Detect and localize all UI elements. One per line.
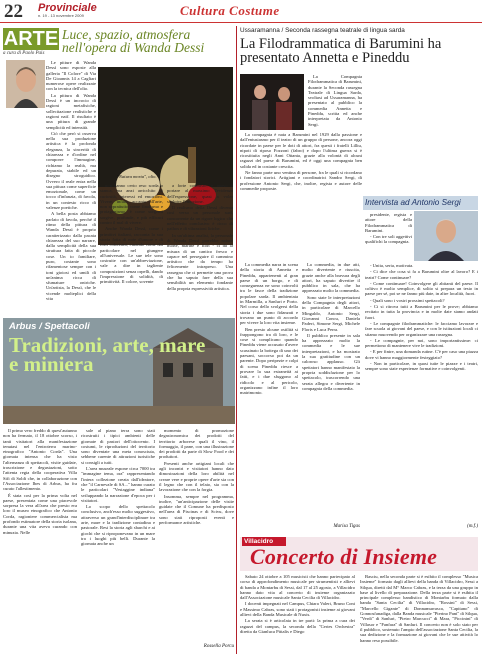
author-photo xyxy=(6,60,45,108)
villacidro-paragraph: La serata si è articolata in tre parti: la prima a cura dei ragazzi del campus, la seconda della "Ceries Orchestra" diretta da Gianluca Pittalis e Diego xyxy=(240,618,355,634)
arbus-paragraph: sale al piano terra sono stati ricostruiti i tipici ambienti delle giornate di pastori dell'ottocento. I costumi, le riproduzioni del territorio sono diventate una meta conosciuta, sebbene carente di attrazioni turistiche si consigli a tutti. xyxy=(81,428,155,465)
villacidro-headline: Concerto di Insieme xyxy=(250,544,438,569)
interview-body xyxy=(365,263,478,523)
arbus-headline: Tradizioni, arte, mare e miniera xyxy=(9,333,206,376)
arbus-column-2 xyxy=(81,428,155,652)
filodrammatica-column-2 xyxy=(240,262,298,530)
filodrammatica-paragraph: Ben presto alcune ostilità si frappongono tra di loro, e le cose si complicano quando Pineddu viene accusato d'avere scassinato la bottega di uno dei paesani, soccorso poi da un parente. Dopo peripezie e colpi di scena Pineddu riesce a provare la sua estraneità ai fatti, e i due sfuggono al ridicolo e al pericolo, organizzano infine il loro matrimonio. xyxy=(240,326,298,396)
interview-paragraph: - Ci dice che cosa si fa a Barumini oltre al lavoro? E i teatri? Come continuare? xyxy=(365,269,478,280)
filodrammatica-column-1b xyxy=(240,132,362,260)
portrait-image xyxy=(414,211,478,261)
arbus-section: Arbus / Spettacoli xyxy=(9,321,90,332)
arte-column-2 xyxy=(100,183,163,313)
filodrammatica-paragraph: La Compagnia Filodrammatica di Barumini, durante la Seconda rassegna Teatrale di Lingua Sarda, svoltasi ad Ussaramanna, ha presentato al pubblico la commedia Annetta e Pineddu, scritta ed anche interpretata da Antonio Sergi. xyxy=(308,74,362,127)
arte-paragraph: Ciò che però si osserva nella sua produzione artistica è la profonda eleganza, la sincerità di chiarezza e d'ordine nel comporre l'immagine, richiamo la realtà, ma depurata, stabile ed un disegno stroguidico. Ovvero il reale entra nella sua pittura come superficie emozionale, come un tocco d'infanzia, di favola, in un contesto ricco di valenze poetiche. xyxy=(46,130,96,211)
page-number: 22 xyxy=(4,1,23,22)
portrait-illustration xyxy=(6,60,45,108)
arbus-paragraph: Presenti anche artigiani locali che agli incontri e visitatori hanno dato dimostrazioni della loro abilità nel creare vere e proprie opere d'arte sia con il legno che con il telaio, sia con la lavorazione che con la forgia. xyxy=(159,460,234,493)
filodrammatica-paragraph: Il pubblico presente in sala ha apprezzato molto la commedia e le sue interpretazioni, e ha mostrato la sua gratitudine con un caloroso applauso. Gli spettatori hanno manifestato la propria soddisfazione per lo spettacolo, trascorrendo una serata allegra e divertente in compagnia della commedia. xyxy=(302,332,360,391)
arte-paragraph: In un'ultima analisi, la personale di Wanda Dessì parrebbe nature morte, marine e fiori - ci dà la misura di un cantico fresco e capace nel perseguire il cammino artistico che da tempo ha felicemente intrapreso. Una rassegna che ci permette una prova che ha saputo fare della sua sensibilità un elemento fondante della propria espressività artistica. xyxy=(167,232,233,291)
arbus-signature: Rossella Porcu xyxy=(203,644,234,649)
villacidro-column-2 xyxy=(360,574,478,654)
filodrammatica-paragraph: La commedia narra in scena della storia di Annetta e Pineddu, appartenenti al gran paese di un borgo, e di conseguenza ne sono coinvolti tra le fasce della tradizione popolare sarda. Il ambientata in Marmilla, a Sanluri e Porto. Nel corso dello svolgersi della storia i due sono fidanzati e trovano un punto di accordo per vivere la loro vita insieme. xyxy=(240,262,298,326)
interview-paragraph: presidente, regista e attore della Filodrammatica di Barumini. xyxy=(365,212,412,233)
arte-column-1 xyxy=(46,60,96,310)
arbus-column-1 xyxy=(3,428,77,652)
interview-paragraph: - Non in particolare, in quasi tutte le piazze e i teatri, sempre sono state esperienze formative e coinvolgenti. xyxy=(365,361,478,372)
villacidro-kicker: Villacidro xyxy=(242,537,286,546)
arbus-paragraph: L'area museale espone circa 7000 tra "immagine tema, ora" rappresentando l'intera collezione creata dall'ideatore, che "il Carnevale di SA..." hanno curato le particolari "Vestaggine indiana" sviluppando la narrazione d'epoca per i visitatori. xyxy=(81,466,155,503)
interview-paragraph: - Le compagnie filodrammatiche: le facciamo lavorare e fare scuola ai giovani del paese, e con le istituzioni locali ci stiamo muovendo per organizzare una rassegna. xyxy=(365,320,478,337)
arbus-paragraph: Insomma, sempre nel programma, inoltre, "un'anticipazione delle visite guidate che il Comune ha predisposto nell'area di Piscinas e di Scivu, dove sono stati riproposti eventi e performance artistiche. xyxy=(159,493,234,526)
interview-paragraph: - Come continuare! Coinvolgere gli abitanti del paese. Il coltivo è molto semplice, di solito si prepara un testo in paese per sé, poi se ne fanno più date, in altre località, fuori. xyxy=(365,280,478,297)
villacidro-column-1 xyxy=(240,574,355,654)
painting-caption: "Natura morta", olio. xyxy=(117,174,157,179)
arbus-paragraph: È stata così per la prima volta nel paese, presentata come una piacevole sorpresa la vera all'area che presto era loro il museo etnografico che Antonio Corda, ragioniere commercialista ma profondo estimatore della storia isolana, durante una vita aveva curando con minuzia. Nelle xyxy=(3,492,77,535)
filodrammatica-paragraph: La compagnia è nata a Barumini nel 1929 dalla passione e dall'entusiasmo per il teatro di un gruppo di persone, ancora oggi ricordate in paese per le doti di attori, fra questi i fratelli Lilliu, nipoti di riposo Fozzoni (fabro) e dopo l'ultima guerra si è ricostituita negli Anni Ottanta, grazie alla volontà di alcuni ragazzi del paese di Barumini, ed è oggi una compagnia ben solida ed in costante crescita. xyxy=(240,132,362,169)
interview-intro xyxy=(365,212,412,262)
actors-photo xyxy=(240,74,304,130)
filodrammatica-column-3 xyxy=(302,262,360,522)
column-divider xyxy=(236,26,237,654)
interview-paragraph: - E per finire, una domanda rutine. C'è per caso una piazza dove vi hanno maggiormente festeggiato? xyxy=(365,349,478,360)
filodrammatica-paragraph: Sono state le interpretazioni della Compagnia degli attori, in particolare di Marcello Mingaldo, Antonio Sergi, Giovanni Concu, Daniela Paderi, Simone Sergi, Michele Floris e Luca Perra. xyxy=(302,294,360,332)
arte-paragraph: non hanno certo reso sorda o stanca, ma anzi arricchito di curiosità, interessi ed emozioni. Vivere, infatti, accanto all'arte, non soprattutto come finalismo e protagonismo, è come sorgenti sorgive, profonde, e più efficaci contro il mal di vivere. xyxy=(100,183,163,226)
section-title: Cultura Costume xyxy=(180,3,280,18)
theatre-photo xyxy=(240,74,304,130)
arte-paragraph: Il realismo della Dessì diventa così verso un personale surf, concorrente da un rigore logico che nell'effetto conclusivo è ricco di pathos e di vibrazioni liriche. xyxy=(167,205,233,232)
interview-signature: (m.f.) xyxy=(467,524,478,529)
arte-badge xyxy=(3,28,59,50)
interview-paragraph: - Quali sono i vostri prossimi spettacoli? xyxy=(370,297,445,303)
arte-paragraph: Anche Wanda Dessì, come i primitivi italiani, racconta la sua storia fatta di note d'umore e di forti colorismi, curando come dal particolare nel giungere all'universale. Le sue tele sono costruite con un'abbreviazione, vale a dire in tagliente composizioni senza orpelli, dando l'impressione di solidità, di primitività. Il colore, sovente xyxy=(100,226,163,285)
logo-text: Provinciale xyxy=(38,2,97,14)
arte-paragraph: a forte contrasto, è inteso a portare al massimo l'evidenza dell'espressione, quasi a voler scolpire l'emozione. xyxy=(167,183,233,204)
filodrammatica-kicker: Ussaramanna / Seconda rassegna teatrale di lingua sarda xyxy=(240,27,405,34)
interview-paragraph: - Le compagnie, per noi, sono importantissime: ci permettono di mantenere vive le tradizioni. xyxy=(365,337,478,349)
arte-headline: Luce, spazio, atmosfera nell'opera di Wanda Dessi xyxy=(62,27,205,55)
filodrammatica-paragraph: La commedia, in due atti, molto divertente e riuscita, grazie anche alla bravura degli attori, ha saputo divertire il pubblico in sala, che ha apprezzato molto la commedia. xyxy=(302,262,360,294)
interview-title: Intervista ad Antonio Sergi xyxy=(365,198,461,207)
arbus-paragraph: Il primo vero freddo di quest'autunno non ha fermato, il 18 ottobre scorso, i tanti visitatori alla manifestazione tenutasi nel l'entroterra marino-etnografico "Antonio Corda". Una giornata intensa che ha visto l'alternanza di spettacoli, visite guidate, trascrizione e degustazioni, sotto l'attenta regia della cooperativa Villa Sifi di Soldi che, in collaborazione con l'Associazione Ibes di Arbus, ha fra curato l'allestimento. xyxy=(3,428,77,492)
arbus-paragraph: momento di promozione degastronomica dei prodotti del territorio arborese quali il vino, il formaggio, il pane, con una illustrazione dei prodotti da parte di Slow Food e dei produttori. xyxy=(159,428,234,460)
filodrammatica-column-1a xyxy=(308,74,362,130)
interview-paragraph: - Unita, seria, motivata. xyxy=(370,263,414,268)
sergi-photo xyxy=(414,211,478,261)
arte-paragraph: Le pitture di Wanda Dessì sono esposte alla galleria "Il Colore" di Via De Gioannis 14 a Cagliari numerose opere realizzate con la tecnica dell'olio. xyxy=(46,60,96,92)
arte-byline: a cura di Paolo Pais xyxy=(3,51,45,56)
newspaper-logo xyxy=(38,2,97,20)
interview-paragraph: - Ci si ritrova tutti a Barumini per le prove; abbiamo recitato in tutta la provincia e in molte date siamo andati fuori. xyxy=(365,304,478,320)
arbus-column-3 xyxy=(159,428,234,640)
arte-column-3 xyxy=(167,183,233,313)
arte-label: ARTE xyxy=(3,28,59,50)
arte-paragraph: La pittura di Wanda Dessì è un incrocio di ragioni metafisiche, sollecitazione realistiche e ragioni naif. Il risultato è una pittura di grande semplicità ed intensità. xyxy=(46,92,96,130)
arte-paragraph: A bella posta abbiamo parlato di favola, perché il ritmo della pittura di Wanda Dessì è proprio caratterizzato dalla pacata chiarezza del suo narrare, dalla semplicità della sua struttura fatta di piccole cose. Un io familiare, puro, costante sono rifamentose sempre con i toni gioiosi ed umili di un'anima ricca di sfumature oniriche. Un'artista, la Dessì, che le vicende molteplici della vita xyxy=(46,211,96,302)
arbus-paragraph: Lo scopo dello spettacolo conclusivo, anch'esso molto suggestivo, attraverso un grand'interdisciplinare tra arte, mare e la tradizione contadina e pastorale. Resi la storia agli sbarchi e ai giochi che si riproponevano in un mare tra i luoghi più belli. Durante la giornata anche un xyxy=(81,504,155,547)
issue-date: n. 19 - 13 novembre 2009 xyxy=(38,13,84,18)
filodrammatica-signature: Marisa Tigas xyxy=(333,524,360,529)
filodrammatica-headline: La Filodrammatica di Barumini ha presentato Annetta e Pineddu xyxy=(240,36,442,66)
villacidro-paragraph: Basciu, nella seconda parte si è esibito il complesso "Musica Insieme" formato dagli allievi della banda di Villacidro, Sessi a Silqua, diretti dal M° Marco Cabras, e la terza da una gruppo in base al livello di preparazione. Della terza parte si è esibita il principale complesso bandistico di Montarbu formato dalla banda "Santa Cecilia" di Villacidro, "Rossini" di Sessi, "Marcello Gigante" di Donnamurrasca, "Capitano" di Gonnosfanadiga, dalla Banda musicale "Pierino Pani" di Silqua, "Verdi" di Sanluri, "Pietro Marcucci" di Mara, "Piccinini" di Villasor e "Fanfara" di Sanluri. Il concerto non è solo stato per il pubblico, sostenuto l'ampio dell'associazione Santa Cecilia, la sua dedizione e la formazione ai giovani che le sue attività lo hanno reso possibile. xyxy=(360,574,478,643)
villacidro-paragraph: Sabato 24 ottobre a 105 musicisti che hanno partecipato al corso di approfondimento musicale per strumentisti e allievi di banda a Montarbu di Sessi, dal 17 al 25 agosto, a Villacidro hanno dato vita al concerto di insieme organizzato dall'Associazione musicale Santa Cecilia di Villacidro. xyxy=(240,574,355,601)
interview-paragraph: - Con tre soli aggettivi qualifichi la compagnia. xyxy=(365,234,412,245)
filodrammatica-paragraph: Ne fanno parte uno ventina di persone, fra le quali si ricordano i fondatori storici. Artigiani e coordinatrici Sandro Sergi, di professione Antonio Sergi, che, inoltre, regista e autore delle commedie proposte. xyxy=(240,170,362,191)
villacidro-paragraph: I docenti impegnati nel Campus, Chiara Valeri, Bruno Coni e Massimo Cabras, sono stati i protagonisti insieme ai giovani allievi della Banda Musicale di Nuxis. xyxy=(240,601,355,618)
